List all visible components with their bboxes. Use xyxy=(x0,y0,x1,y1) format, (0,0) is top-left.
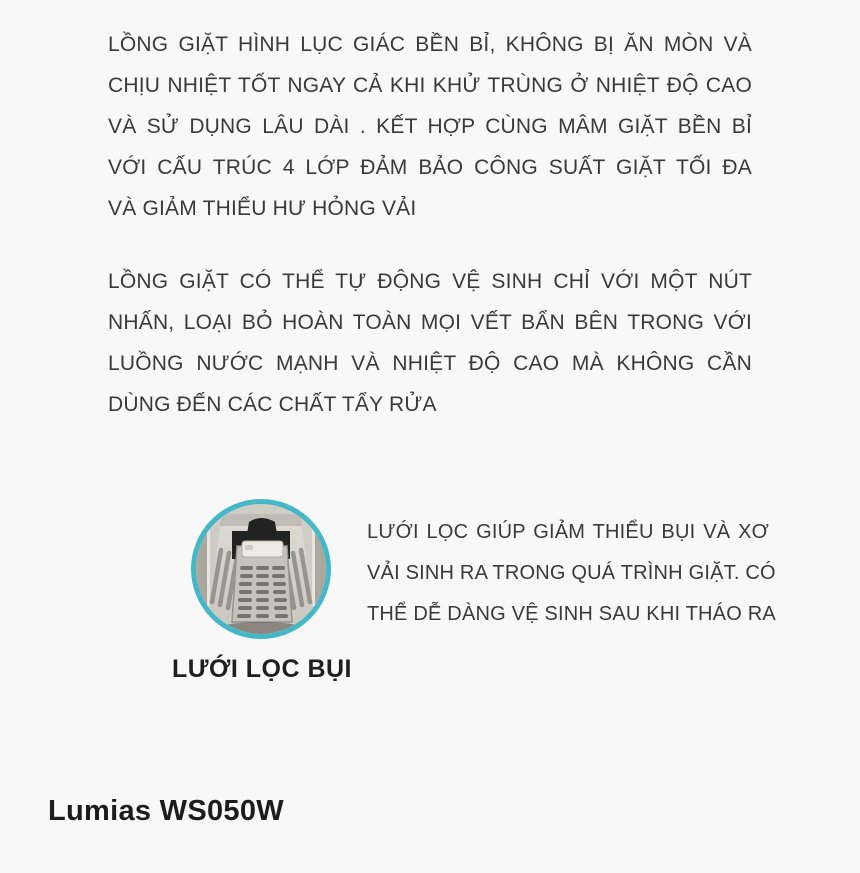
drum-description-paragraph xyxy=(108,24,752,229)
filter-caption: LƯỚI LỌC BỤI xyxy=(172,655,352,683)
paragraph-line: VÀ GIẢM THIỂU HƯ HỎNG VẢI xyxy=(108,197,417,220)
feature-line: LƯỚI LỌC GIÚP GIẢM THIỂU BỤI VÀ XƠ xyxy=(367,521,769,543)
dust-filter-photo xyxy=(191,499,331,639)
paragraph-line: LỒNG GIẶT CÓ THỂ TỰ ĐỘNG VỆ SINH CHỈ VỚI MỘT NÚT xyxy=(108,270,752,293)
feature-line: VẢI SINH RA TRONG QUÁ TRÌNH GIẶT. CÓ xyxy=(367,562,776,584)
self-clean-paragraph xyxy=(108,261,752,425)
paragraph-line: NHẤN, LOẠI BỎ HOÀN TOÀN MỌI VẾT BẨN BÊN TRONG VỚI xyxy=(108,311,752,334)
feature-line: THỂ DỄ DÀNG VỆ SINH SAU KHI THÁO RA xyxy=(367,603,776,625)
product-model-name: Lumias WS050W xyxy=(48,795,284,827)
paragraph-line: LUỒNG NƯỚC MẠNH VÀ NHIỆT ĐỘ CAO MÀ KHÔNG CẦN xyxy=(108,352,752,375)
filter-feature-text xyxy=(367,512,776,635)
paragraph-line: LỒNG GIẶT HÌNH LỤC GIÁC BỀN BỈ, KHÔNG BỊ ĂN MÒN VÀ xyxy=(108,33,752,56)
paragraph-line: VỚI CẤU TRÚC 4 LỚP ĐẢM BẢO CÔNG SUẤT GIẶT TỐI ĐA xyxy=(108,156,752,179)
paragraph-line: CHỊU NHIỆT TỐT NGAY CẢ KHI KHỬ TRÙNG Ở NHIỆT ĐỘ CAO xyxy=(108,74,752,97)
paragraph-line: VÀ SỬ DỤNG LÂU DÀI . KẾT HỢP CÙNG MÂM GIẶT BỀN BỈ xyxy=(108,115,752,138)
paragraph-line: DÙNG ĐẾN CÁC CHẤT TẨY RỬA xyxy=(108,393,437,416)
dust-filter-illustration xyxy=(196,504,326,634)
